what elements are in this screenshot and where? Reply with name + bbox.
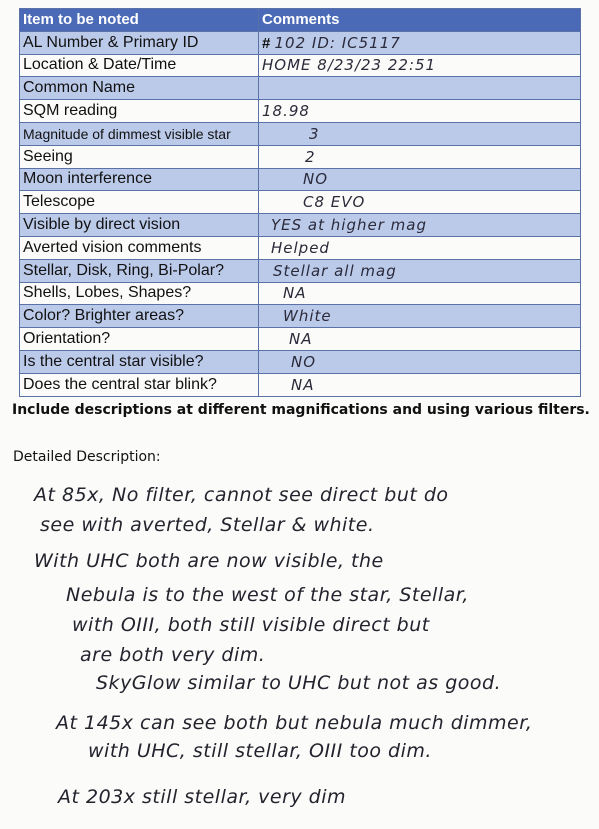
row-label: Location & Date/Time bbox=[20, 54, 259, 77]
row-comment[interactable]: NA bbox=[259, 373, 581, 396]
table-row bbox=[20, 305, 581, 328]
row-label: Is the central star visible? bbox=[20, 350, 259, 373]
id-prefix: # bbox=[262, 34, 275, 52]
row-comment[interactable] bbox=[259, 31, 581, 54]
header-item: Item to be noted bbox=[20, 9, 259, 32]
observation-table bbox=[19, 8, 581, 397]
table-row bbox=[20, 191, 581, 214]
description-line: are both very dim. bbox=[80, 644, 266, 666]
table-row bbox=[20, 282, 581, 305]
table-row bbox=[20, 214, 581, 237]
row-label: SQM reading bbox=[20, 100, 259, 123]
instructions-text: Include descriptions at different magnifications and using various filters. bbox=[12, 402, 590, 418]
table-row bbox=[20, 236, 581, 259]
row-label: Shells, Lobes, Shapes? bbox=[20, 282, 259, 305]
row-comment[interactable]: YES at higher mag bbox=[259, 214, 581, 237]
row-comment[interactable]: NA bbox=[259, 282, 581, 305]
table-row bbox=[20, 168, 581, 191]
row-comment[interactable]: C8 EVO bbox=[259, 191, 581, 214]
row-label: Seeing bbox=[20, 145, 259, 168]
table-row bbox=[20, 350, 581, 373]
row-comment[interactable]: NO bbox=[259, 350, 581, 373]
row-comment[interactable] bbox=[259, 77, 581, 100]
description-line: At 203x still stellar, very dim bbox=[58, 786, 347, 808]
description-line: see with averted, Stellar & white. bbox=[40, 514, 375, 536]
row-label: Orientation? bbox=[20, 328, 259, 351]
row-label: Color? Brighter areas? bbox=[20, 305, 259, 328]
row-label: Telescope bbox=[20, 191, 259, 214]
description-line: SkyGlow similar to UHC but not as good. bbox=[96, 672, 502, 694]
row-label: Moon interference bbox=[20, 168, 259, 191]
row-comment[interactable]: 2 bbox=[259, 145, 581, 168]
row-comment[interactable]: Helped bbox=[259, 236, 581, 259]
table-row bbox=[20, 328, 581, 351]
row-comment[interactable]: HOME 8/23/23 22:51 bbox=[259, 54, 581, 77]
row-comment[interactable]: NA bbox=[259, 328, 581, 351]
table-row bbox=[20, 54, 581, 77]
description-line: with OIII, both still visible direct but bbox=[72, 614, 430, 636]
table-row bbox=[20, 122, 581, 145]
row-comment[interactable]: 3 bbox=[259, 122, 581, 145]
table-row bbox=[20, 100, 581, 123]
table-row bbox=[20, 145, 581, 168]
table-row bbox=[20, 31, 581, 54]
comment-text: 102 ID: IC5117 bbox=[274, 33, 401, 52]
row-label: Common Name bbox=[20, 77, 259, 100]
table-header-row bbox=[20, 9, 581, 32]
description-line: with UHC, still stellar, OIII too dim. bbox=[88, 740, 432, 762]
table-row bbox=[20, 77, 581, 100]
row-label: Stellar, Disk, Ring, Bi-Polar? bbox=[20, 259, 259, 282]
table-row bbox=[20, 259, 581, 282]
row-comment[interactable]: White bbox=[259, 305, 581, 328]
row-label: Visible by direct vision bbox=[20, 214, 259, 237]
row-label: Magnitude of dimmest visible star bbox=[20, 122, 259, 145]
description-line: At 85x, No filter, cannot see direct but do bbox=[34, 484, 449, 506]
row-label: AL Number & Primary ID bbox=[20, 31, 259, 54]
description-line: With UHC both are now visible, the bbox=[34, 550, 384, 572]
header-comments: Comments bbox=[259, 9, 581, 32]
row-label: Averted vision comments bbox=[20, 236, 259, 259]
detailed-description-label: Detailed Description: bbox=[13, 449, 161, 465]
row-label: Does the central star blink? bbox=[20, 373, 259, 396]
row-comment[interactable]: Stellar all mag bbox=[259, 259, 581, 282]
row-comment[interactable]: 18.98 bbox=[259, 100, 581, 123]
row-comment[interactable]: NO bbox=[259, 168, 581, 191]
description-line: At 145x can see both but nebula much dimmer, bbox=[56, 712, 533, 734]
description-line: Nebula is to the west of the star, Stellar, bbox=[66, 584, 469, 606]
table-row bbox=[20, 373, 581, 396]
